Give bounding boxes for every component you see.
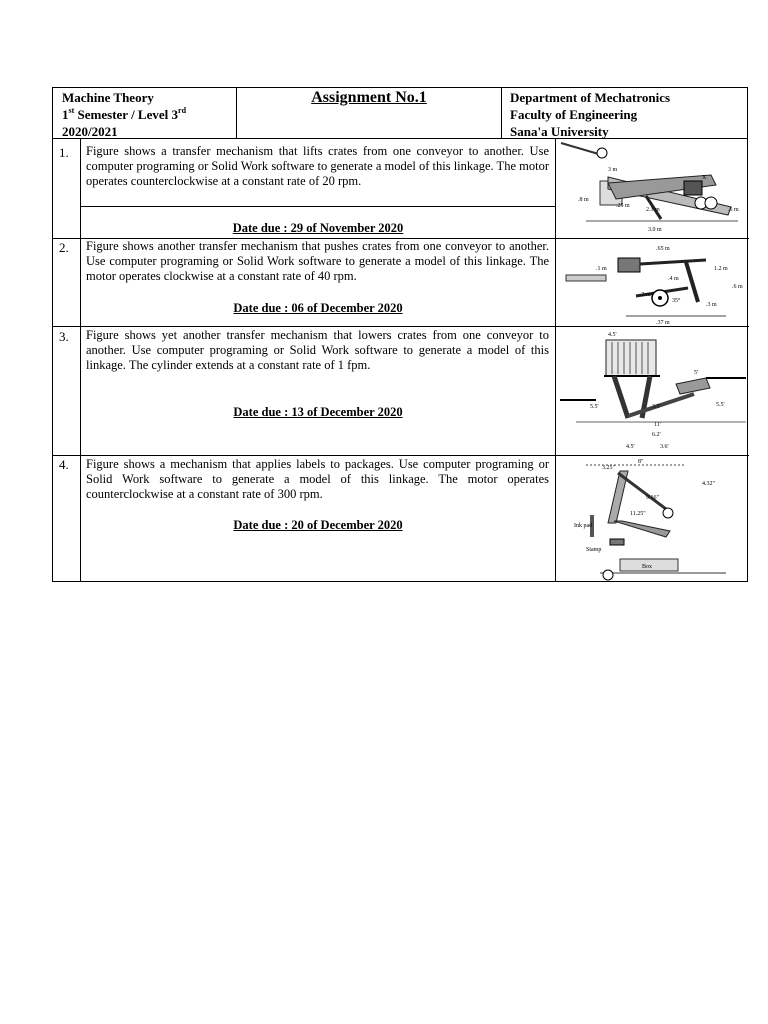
figure-lowering-mechanism: [556, 328, 748, 454]
task-number: 3.: [59, 329, 69, 344]
dimension-label: 3.25": [602, 465, 615, 471]
figure-pushing-mechanism: [556, 240, 748, 326]
dimension-label: 4.32": [702, 481, 715, 487]
dimension-label: 3 m: [608, 167, 618, 173]
row-divider: [53, 326, 749, 327]
header-table: [52, 87, 748, 139]
dimension-label: 1.2 m: [714, 266, 728, 272]
dimension-label: 5': [694, 370, 699, 376]
task-description: Figure shows a mechanism that applies labels to packages. Use computer programing or Solid Work software to generate a model of this linkage. The motor operates counterclockwise at a constant rate of 300 rpm.: [86, 457, 549, 501]
dimension-label: 9.16": [646, 495, 659, 501]
dimension-label: .4 m: [668, 276, 679, 282]
dimension-label: 3.5': [652, 404, 661, 410]
due-date: Date due : 06 of December 2020: [233, 301, 403, 315]
university-name: Sana'a University: [510, 124, 609, 139]
dimension-label: .2 m: [640, 292, 651, 298]
row-divider: [53, 455, 749, 456]
semester-level: 1st Semester / Level 3rd: [62, 106, 187, 122]
dimension-label: .6 m: [728, 207, 739, 213]
due-date: Date due : 13 of December 2020: [233, 405, 403, 419]
dimension-label: 4.5': [626, 444, 635, 450]
dimension-label: .6 m: [732, 284, 743, 290]
task-number: 4.: [59, 457, 69, 472]
dimension-label: 5.5': [590, 404, 599, 410]
dimension-label: 6.2': [652, 432, 661, 438]
academic-year: 2020/2021: [62, 124, 118, 139]
dimension-label: .3 m: [706, 302, 717, 308]
dimension-label: X: [702, 175, 707, 181]
dimension-label: 11': [654, 422, 661, 428]
dimension-label: 3.6': [660, 444, 669, 450]
dimension-label: 4.5': [608, 332, 617, 338]
dimension-label: .1 m: [596, 266, 607, 272]
task-description: Figure shows yet another transfer mechanism that lowers crates from one conveyor to another. Use computer programing or Solid Work software to generate a model of this linkage. The cylinder extends at a constant rate of 1 fpm.: [86, 328, 549, 372]
dimension-label: 2.1 m: [646, 207, 660, 213]
assignment-title: Assignment No.1: [311, 89, 427, 106]
box-label: Box: [642, 564, 653, 570]
task-number: 2.: [59, 240, 69, 255]
task-description: Figure shows another transfer mechanism that pushes crates from one conveyor to another. Use computer programing or Solid Work software to generate a model of this linkage. The motor operates clockwise at a constant rate of 40 rpm.: [86, 239, 549, 283]
dimension-label: 8": [638, 459, 644, 465]
dimension-label: .37 m: [656, 320, 670, 326]
task-number: 1.: [59, 145, 69, 160]
stamp-label: Stamp: [586, 547, 602, 553]
due-date: Date due : 20 of December 2020: [233, 518, 403, 532]
dimension-label: 3.0 m: [648, 227, 662, 233]
figure-label-mechanism: [556, 457, 748, 581]
ink-pad-label: Ink pad: [574, 523, 593, 529]
title-cell: [237, 88, 502, 138]
course-name: Machine Theory: [62, 90, 154, 105]
dimension-label: .8 m: [578, 197, 589, 203]
institution-info: [502, 88, 747, 138]
faculty-name: Faculty of Engineering: [510, 107, 638, 122]
dimension-label: 35°: [672, 298, 681, 304]
due-date: Date due : 29 of November 2020: [232, 221, 404, 235]
department-name: Department of Mechatronics: [510, 90, 671, 105]
tasks-table: [52, 139, 748, 582]
dimension-label: .65 m: [656, 246, 670, 252]
task-description: Figure shows a transfer mechanism that lifts crates from one conveyor to another. Use computer programing or Solid Work software to generate a model of this linkage. The motor operates counterclockwise at a constant rate of 20 rpm.: [86, 144, 549, 188]
dimension-label: 5.5': [716, 402, 725, 408]
task1-due-divider: [80, 206, 555, 207]
dimension-label: .25 m: [616, 203, 630, 209]
dimension-label: 11.25": [630, 511, 646, 517]
course-info: [53, 88, 237, 138]
figure-lifting-mechanism: [556, 141, 748, 237]
